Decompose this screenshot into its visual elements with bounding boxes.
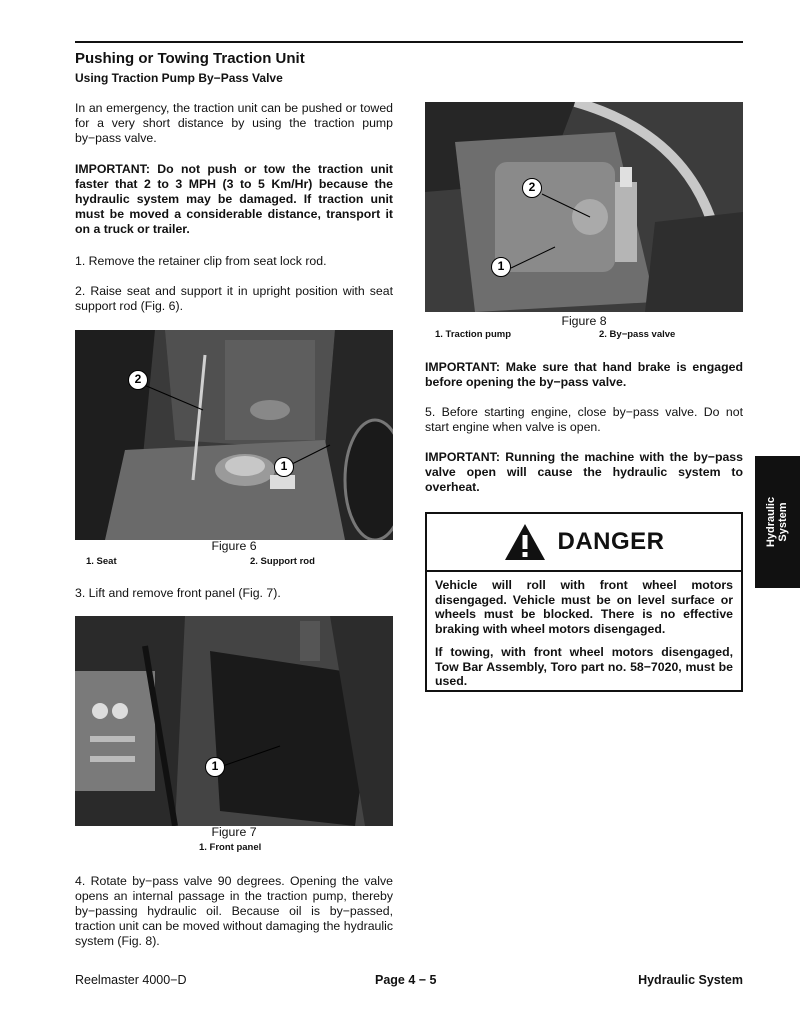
section-title: Pushing or Towing Traction Unit xyxy=(75,50,305,67)
legend-item: 2. By−pass valve xyxy=(599,329,676,340)
danger-header xyxy=(427,514,741,572)
seat-support-illustration xyxy=(75,330,393,540)
step-1: 1. Remove the retainer clip from seat lock rod. xyxy=(75,254,327,268)
callout-2: 2 xyxy=(128,370,148,390)
step-2: 2. Raise seat and support it in upright position with seat support rod (Fig. 6). xyxy=(75,284,393,313)
figure-6-photo xyxy=(75,330,393,540)
figure-8-caption: Figure 8 xyxy=(561,314,607,328)
step-5: 5. Before starting engine, close by−pass valve. Do not start engine when valve is open. xyxy=(425,405,743,434)
figure-6-legend xyxy=(86,556,315,567)
callout-1: 1 xyxy=(491,257,511,277)
figure-7-caption: Figure 7 xyxy=(211,825,257,839)
figure-8-photo xyxy=(425,102,743,312)
footer-page-number: Page 4 − 5 xyxy=(375,973,437,987)
side-tab-label xyxy=(766,497,790,547)
danger-text-towing: If towing, with front wheel motors disengaged, Tow Bar Assembly, Toro part no. 58−7020, must be used. xyxy=(435,645,733,688)
danger-body xyxy=(427,572,741,689)
step-3: 3. Lift and remove front panel (Fig. 7). xyxy=(75,586,281,600)
legend-item: 1. Traction pump xyxy=(435,329,512,340)
important-note-overheat: IMPORTANT: Running the machine with the by−pass valve open will cause the hydraulic system to overheat. xyxy=(425,450,743,494)
section-side-tab xyxy=(755,456,800,588)
callout-2: 2 xyxy=(522,178,542,198)
legend-item: 2. Support rod xyxy=(250,556,315,567)
warning-triangle-icon xyxy=(503,522,547,562)
intro-paragraph: In an emergency, the traction unit can be pushed or towed for a very short distance by using the traction pump by−pass valve. xyxy=(75,101,393,145)
section-subtitle: Using Traction Pump By−Pass Valve xyxy=(75,71,283,85)
figure-7-photo xyxy=(75,616,393,826)
important-note-speed: IMPORTANT: Do not push or tow the traction unit faster that 2 to 3 MPH (3 to 5 Km/Hr) because the hydraulic system may be damaged. If traction unit must be moved a considerable distance, transport it on a truck or trailer. xyxy=(75,162,393,236)
callout-1: 1 xyxy=(274,457,294,477)
side-tab-line-1: Hydraulic xyxy=(765,496,778,548)
top-rule xyxy=(75,41,743,43)
legend-item: 1. Front panel xyxy=(199,842,262,853)
figure-8-legend xyxy=(435,329,675,340)
important-note-brake: IMPORTANT: Make sure that hand brake is engaged before opening the by−pass valve. xyxy=(425,360,743,389)
legend-item: 1. Seat xyxy=(86,556,117,567)
side-tab-line-2: System xyxy=(777,502,790,542)
footer-manual-name: Reelmaster 4000−D xyxy=(75,973,187,987)
danger-title: DANGER xyxy=(557,528,665,555)
callout-1: 1 xyxy=(205,757,225,777)
front-panel-illustration xyxy=(75,616,393,826)
traction-pump-illustration xyxy=(425,102,743,312)
step-4: 4. Rotate by−pass valve 90 degrees. Opening the valve opens an internal passage in the traction pump, thereby by−passing hydraulic oil. Because oil is by−passed, traction unit can be moved without damaging the hydraulic system (Fig. 8). xyxy=(75,874,393,948)
danger-text-rolling: Vehicle will roll with front wheel motors disengaged. Vehicle must be on level surface or wheels must be blocked. There is no effective braking with wheel motors disengaged. xyxy=(435,578,733,636)
danger-notice xyxy=(425,512,743,692)
footer-section-name: Hydraulic System xyxy=(638,973,743,987)
figure-7-legend xyxy=(199,842,261,853)
figure-6-caption: Figure 6 xyxy=(211,539,257,553)
